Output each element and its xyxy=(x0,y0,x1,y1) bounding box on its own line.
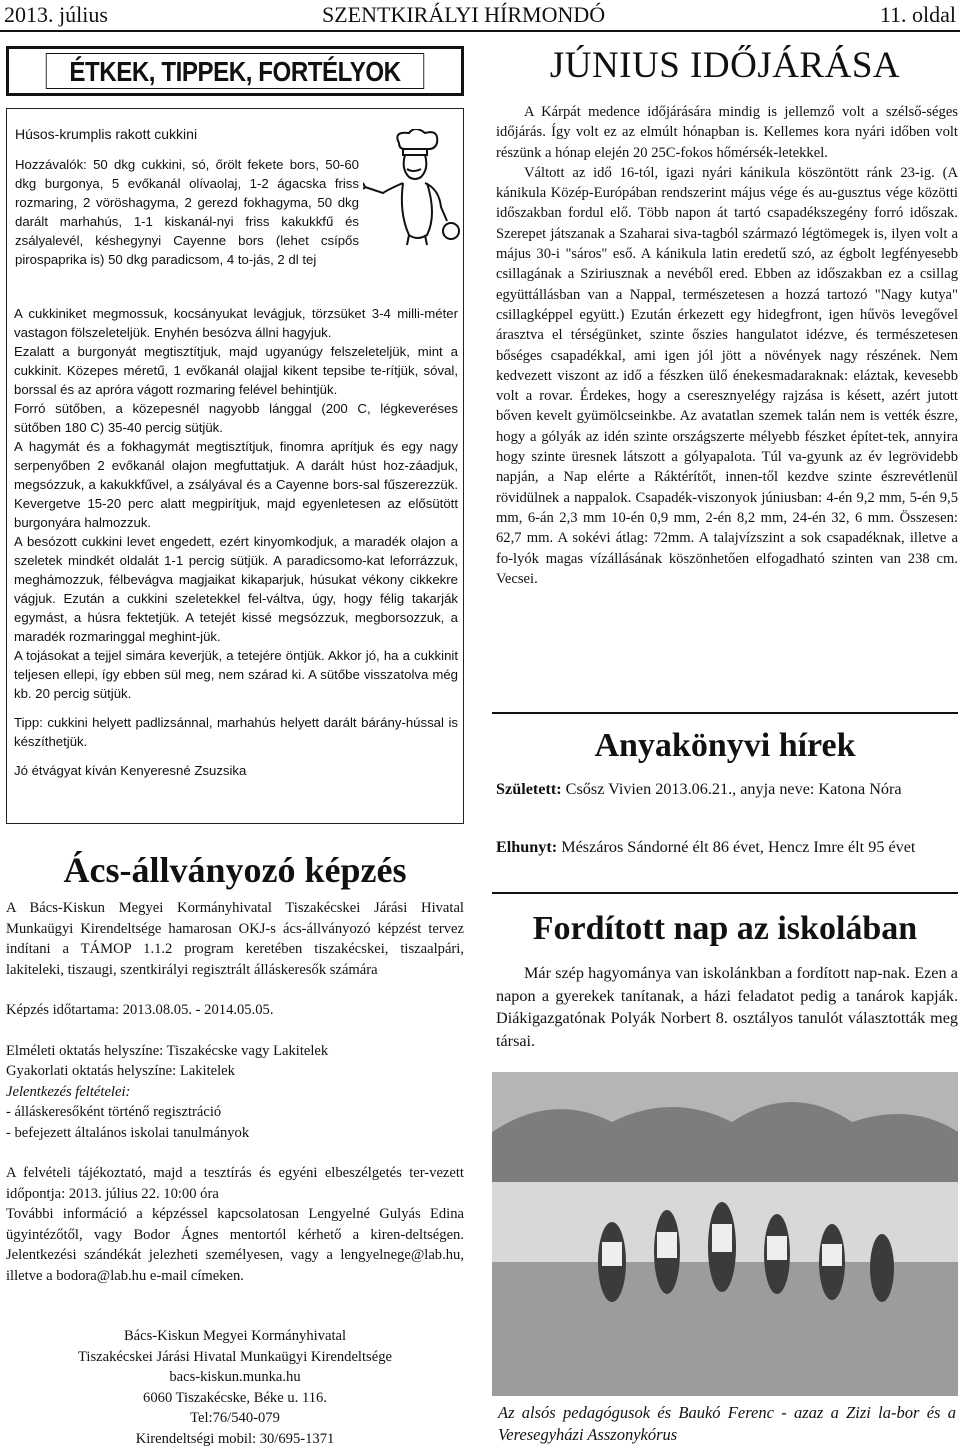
recipe-step-2: Ezalatt a burgonyát megtisztítjuk, majd ugyanúgy felszeleteljük, mint a cukkinit. Közepes méretű, 1 evőkanál olajjal kikent tepsibe te-rítjük, sóval, borssal és az apróra vágott rozmaring felével behintjük. xyxy=(14,344,458,397)
acs-practice: Gyakorlati oktatás helyszíne: Lakitelek xyxy=(6,1063,235,1079)
recipe-section-title: ÉTKEK, TIPPEK, FORTÉLYOK xyxy=(46,53,424,89)
recipe-step-6: A tojásokat a tejjel simára keverjük, a tetejére öntjük. Akkor jó, ha a cukkinit teljesen ellepi, így ebben sül meg, nem szárad ki. A sütőbe visszatolva még kb. 20 percig sütjük. xyxy=(14,648,458,701)
acs-title: Ács-állványozó képzés xyxy=(63,850,407,890)
contact-line: 6060 Tiszakécske, Béke u. 116. xyxy=(143,1389,327,1406)
contact-line: Kirendeltségi mobil: 30/695-1371 xyxy=(135,1430,335,1447)
anyakonyv-title: Anyakönyvi hírek xyxy=(594,727,856,764)
page-date: 2013. július xyxy=(4,2,108,27)
recipe-step-4: A hagymát és a fokhagymát megtisztítjuk, finomra aprítjuk és egy nagy serpenyőben 2 evőkanál olajon megfuttatjuk. A darált húst hoz-záadjuk, megsózzuk, a kakukkfűvel, a zsályával és a Cayenne bors-sal fűszerezzük. Kevergetve 15-20 perc alatt megpirítjuk, majd egyenletesen az elősütött burgonyára halmozzuk. xyxy=(14,439,458,530)
acs-contact xyxy=(6,1326,464,1449)
acs-more: További információ a képzéssel kapcsolatosan Lengyelné Gulyás Edina ügyintézőtől, vagy Bodor Ágnes mentortól kérhető a kiren-deltségen. Jelentkezési szándékát jelezheti személyesen, vagy a lengyelnege@lab.hu, illetve a bodora@lab.hu e-mail címeken. xyxy=(6,1206,464,1284)
school-event-photo xyxy=(492,1072,958,1396)
died-label: Elhunyt: xyxy=(496,838,558,856)
recipe-section-title-box xyxy=(6,46,464,96)
acs-duration: Képzés időtartama: 2013.08.05. - 2014.05.05. xyxy=(6,1002,274,1018)
acs-theory: Elméleti oktatás helyszíne: Tiszakécske vagy Lakitelek xyxy=(6,1042,329,1059)
newspaper-name: SZENTKIRÁLYI HÍRMONDÓ xyxy=(322,2,606,27)
recipe-tip: Tipp: cukkini helyett padlizsánnal, marhahús helyett darált bárány-hússal is készíthetjük. xyxy=(14,715,458,749)
acs-info: A felvételi tájékoztató, majd a tesztírás és egyéni elbeszélgetés ter-vezett időpontja: 2013. július 22. 10:00 óra xyxy=(6,1165,464,1202)
weather-p1: A Kárpát medence időjárására mindig is jellemző volt a szélső-séges időjárás. Így volt ez az elmúlt hónapban is. Kellemes kora nyári időben volt részünk a hónap elején 20 25C-fokos hőmérsék-letekkel. xyxy=(496,104,958,161)
recipe-step-1: A cukkiniket megmossuk, kocsányukat levágjuk, törzsüket 3-4 milli-méter vastagon fölszeleteljük. Enyhén besózva állni hagyjuk. xyxy=(14,306,458,340)
contact-line: bacs-kiskun.munka.hu xyxy=(169,1369,301,1385)
anyakonyv-born xyxy=(496,778,958,801)
acs-body xyxy=(6,898,464,1286)
recipe-step-3: Forró sütőben, a közepesnél nagyobb lánggal (200 C, légkeveréses sütőben 180 C) 35-40 percig sütjük. xyxy=(14,401,458,435)
photo-drawing xyxy=(492,1072,958,1396)
acs-intro: A Bács-Kiskun Megyei Kormányhivatal Tiszakécskei Járási Hivatal Munkaügyi Kirendeltsége hamarosan OKJ-s ács-állványozó képzést tervez indítani a TÁMOP 1.1.2 program keretében tiszakécskei, tiszaalpári, lakiteleki, tiszaugi, szentkirályi regisztrált álláskeresők számára xyxy=(6,900,464,978)
chef-illustration xyxy=(363,129,461,247)
photo-caption: Az alsós pedagógusok és Baukó Ferenc - azaz a Zizi la-bor és a Veresegyházi Asszonykórus xyxy=(498,1403,956,1444)
anyakonyv-died xyxy=(496,836,958,859)
born-label: Született: xyxy=(496,780,562,798)
recipe-body xyxy=(14,304,458,780)
weather-rule xyxy=(492,712,958,714)
recipe-ingredients: Hozzávalók: 50 dkg cukkini, só, őrölt fekete bors, 50-60 dkg burgonya, 5 evőkanál olívaolaj, 1-2 ágacska friss rozmaring, 2 vöröshagyma, 2 gerezd fokhagyma, 50 dkg darált marhahús, 1-1 kiskanál-nyi friss kakukkfű és zsályalevél, késhegynyi Cayenne bors (lehet csípős pirospaprika is) 50 dkg paradicsom, 4 to-jás, 2 dl tej xyxy=(15,157,359,267)
acs-condition-1: - álláskeresőként történő regisztráció xyxy=(6,1104,222,1120)
acs-conditions-label: Jelentkezés feltételei: xyxy=(6,1083,131,1100)
contact-line: Tiszakécskei Járási Hivatal Munkaügyi Kirendeltsége xyxy=(78,1348,392,1365)
born-text: Csősz Vivien 2013.06.21., anyja neve: Katona Nóra xyxy=(561,780,902,798)
weather-title: JÚNIUS IDŐJÁRÁSA xyxy=(549,45,901,86)
died-text: Mészáros Sándorné élt 86 évet, Hencz Imre élt 95 évet xyxy=(557,838,916,856)
forditott-title: Fordított nap az iskolában xyxy=(532,910,918,947)
weather-p2: Váltott az idő 16-tól, igazi nyári kánikula köszöntött ránk 23-ig. (A kánikula Közép-Európában rendszerint május vége és au-gusztus vége közötti időszakban fordul elő. Több napon át tartó csapadékszegény forró időszak. Szerepet játszanak a Szaharai siva-tagból származó légtömegek is, ilyen volt a május 30-i "sáros" eső. A kánikula latin eredetű szó, az égbolt legfényesebb csillagának a Sziriusznak a nevéből ered. Ebben az időszakban ez a csillag együttállásban van a Nappal, természetesen a hozzá tartozó "Nagy kutya" csillagképpel együtt.) Ezután érkezett egy hidegfront, igen hűvös levegővel árasztva el térségünket, szinte őszies hangulatot idézve, és természetesen bőséges csapadékkal, ami igen jól jött a növények nagy részének. Nem kedvezett viszont az idő a fészken ülő énekesmadaraknak: eláztak, kevesebb volt a rovar. Érdekes, hogy a cseresznyelégy rajzása is késett, azért jutott bőven kevelt gyümölcseinkbe. Az avatatlan szemek talán nem is vették észre, hogy a gólyák az idén szinte országszerte mélyebb fészket építet-tek, annyira hogy szinte üresnek látszott a gólyapalota. Túl va-gyunk az év legrövidebb napján, a Nap elérte a Ráktérítőt, innen-től kezdve szinte észrevétlenül rövidülnek a nappalok. Csapadék-viszonyok júniusban: 4-én 9,2 mm, 5-én 9,5 mm, 6-án 2,3 mm 10-én 0,9 mm, 2-én 8,2 mm, 24-én 32, 6 mm. Összesen: 62,7 mm. A sokévi átlag: 72mm. A talajvízszint a sok csapadéknak, illetve a fo-lyók magas vízállásának köszönhetően elfogadható szinten van 238 cm. Vecsei. xyxy=(496,164,958,587)
acs-condition-2: - befejezett általános iskolai tanulmányok xyxy=(6,1124,250,1141)
contact-line: Tel:76/540-079 xyxy=(190,1410,280,1426)
recipe-signature: Jó étvágyat kíván Kenyeresné Zsuzsika xyxy=(14,763,247,778)
forditott-text: Már szép hagyománya van iskolánkban a fordított nap-nak. Ezen a napon a gyerekek tanítanak, a házi feladatot pedig a tanárok kapják. Diákigazgatónak Polyák Norbert 8. osztályos tanulót választották meg társai. xyxy=(496,964,958,1050)
anyakonyv-rule xyxy=(492,892,958,894)
recipe-step-5: A besózott cukkini levet engedett, ezért kinyomkodjuk, a maradék olajon a szeletek mindkét oldalát 1-1 percig sütjük. A paradicsomo-kat leforrázzuk, meghámozzuk, félbevágva magjaikat kikaparjuk, húsukat vékony cikkekre vágjuk. Ezután a cukkini szeletekkel fel-váltva, úgy, hogy félig takarják egymást, a húsra fektetjük. A tetejét kissé megsózzuk, megborsozzuk, a maradék rozmaringgal meghint-jük. xyxy=(14,534,458,644)
header-rule xyxy=(0,30,960,32)
contact-line: Bács-Kiskun Megyei Kormányhivatal xyxy=(123,1328,347,1344)
weather-body xyxy=(496,102,958,589)
recipe-title: Húsos-krumplis rakott cukkini xyxy=(15,126,198,142)
page-number: 11. oldal xyxy=(879,2,956,27)
